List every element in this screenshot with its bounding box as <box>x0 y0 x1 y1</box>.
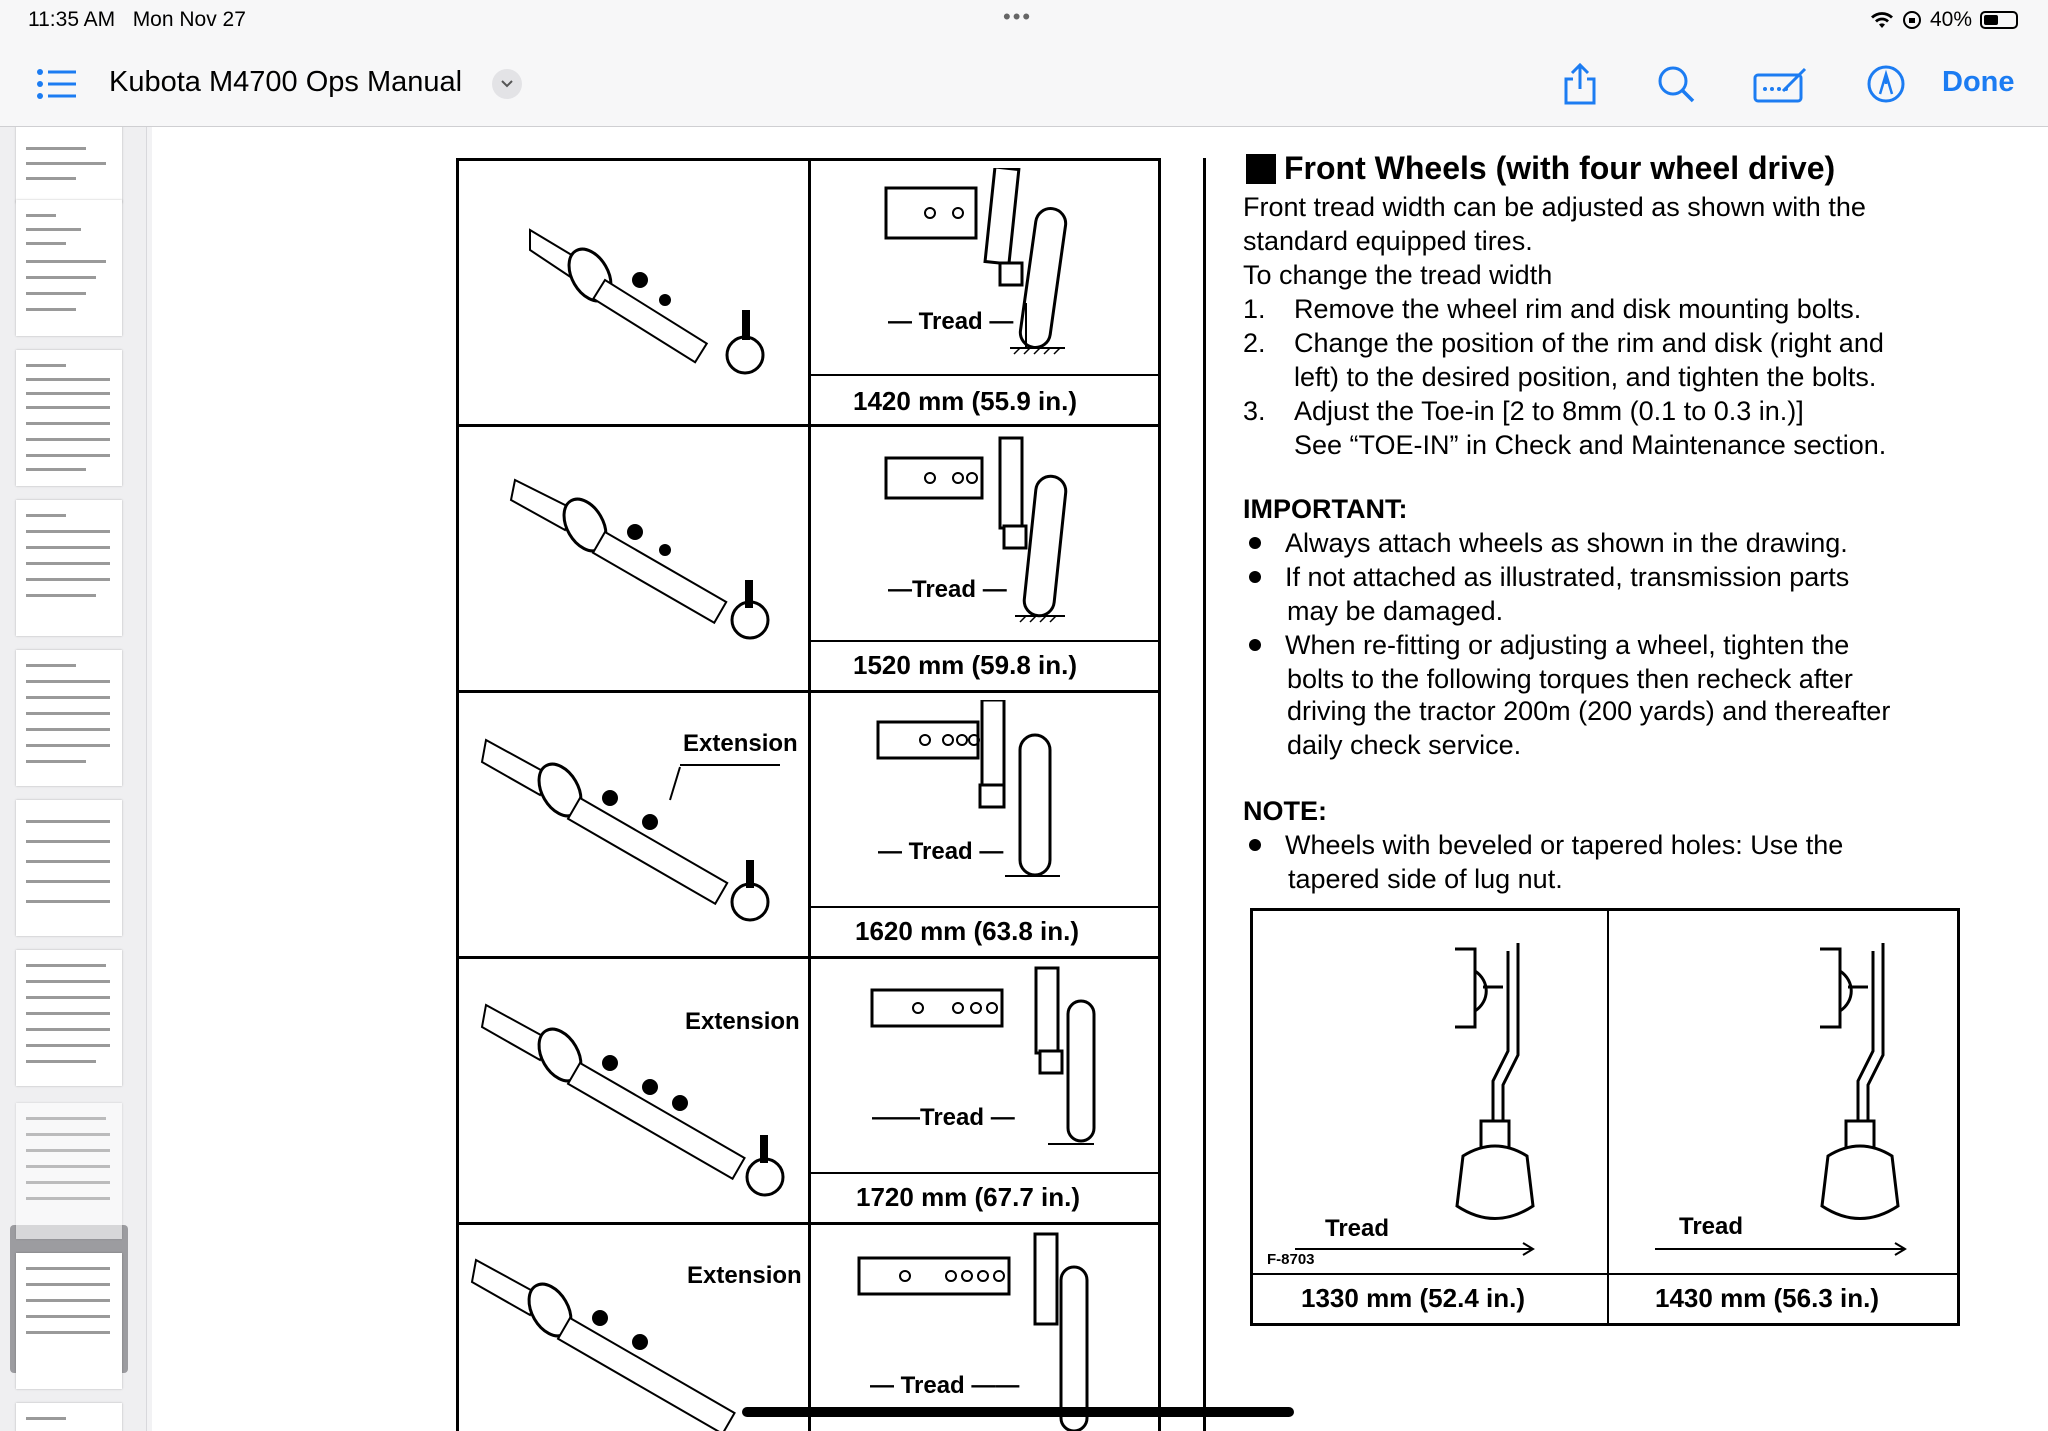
note-item: Wheels with beveled or tapered holes: Use the <box>1243 828 1843 862</box>
important-item-cont: bolts to the following torques then recheck after <box>1287 664 1853 694</box>
page-thumbnail[interactable] <box>16 950 122 1086</box>
done-button[interactable]: Done <box>1942 66 2015 98</box>
tie-rod-illustration <box>480 995 790 1205</box>
important-item-cont: driving the tractor 200m (200 yards) and thereafter <box>1287 696 1891 726</box>
tie-rod-illustration <box>505 470 785 650</box>
battery-icon <box>1980 11 2018 29</box>
step-text: left) to the desired position, and tighten the bolts. <box>1294 362 1877 392</box>
tread-dimension: 1520 mm (59.8 in.) <box>853 650 1077 680</box>
page-thumbnail[interactable] <box>16 127 122 203</box>
note-heading: NOTE: <box>1243 796 1327 826</box>
page-thumbnail[interactable] <box>16 800 122 936</box>
rear-tread-table <box>1250 908 1960 1326</box>
figure-code: F-8703 <box>1267 1251 1315 1268</box>
important-item: When re-fitting or adjusting a wheel, tighten the <box>1243 628 1849 662</box>
nav-bar <box>0 42 2048 127</box>
step-text: See “TOE-IN” in Check and Maintenance section. <box>1294 430 1887 460</box>
document-title[interactable]: Kubota M4700 Ops Manual <box>109 66 463 98</box>
heading-square-icon <box>1246 154 1276 184</box>
tread-dimension: 1330 mm (52.4 in.) <box>1301 1283 1525 1313</box>
status-right <box>1870 8 2018 32</box>
extension-label: Extension <box>687 1262 802 1289</box>
tread-label: ——Tread — <box>872 1104 1015 1131</box>
intro-text: standard equipped tires. <box>1243 226 1533 256</box>
step-number: 1. <box>1243 294 1266 324</box>
tread-label: Tread <box>1679 1213 1744 1240</box>
important-heading: IMPORTANT: <box>1243 494 1408 524</box>
tie-rod-illustration <box>520 210 780 390</box>
chevron-down-icon[interactable] <box>492 69 522 99</box>
tread-dimension: 1720 mm (67.7 in.) <box>856 1182 1080 1212</box>
note-item-cont: tapered side of lug nut. <box>1288 864 1563 894</box>
important-item-cont: daily check service. <box>1287 730 1522 760</box>
tread-arrow <box>1293 1241 1543 1257</box>
important-item-cont: may be damaged. <box>1287 596 1504 626</box>
page-thumbnail[interactable] <box>16 350 122 486</box>
tie-rod-illustration <box>470 1250 790 1431</box>
wheel-offset-illustration <box>870 700 1080 900</box>
extension-label: Extension <box>685 1008 800 1035</box>
step-text: Change the position of the rim and disk (right and <box>1294 328 1884 358</box>
status-bar <box>0 0 2048 42</box>
list-icon[interactable] <box>36 66 78 102</box>
multitask-dots[interactable]: ••• <box>1003 4 1033 29</box>
step-number: 3. <box>1243 396 1266 426</box>
tie-rod-illustration <box>480 730 780 940</box>
important-item: If not attached as illustrated, transmission parts <box>1243 560 1849 594</box>
status-time: 11:35 AM Mon Nov 27 <box>28 8 246 31</box>
extension-label: Extension <box>683 730 798 757</box>
rear-wheel-illustration <box>1808 931 1938 1221</box>
step-text: Remove the wheel rim and disk mounting bolts. <box>1294 294 1862 324</box>
home-indicator[interactable] <box>742 1407 1294 1417</box>
tread-dimension: 1430 mm (56.3 in.) <box>1655 1283 1879 1313</box>
page-thumbnail[interactable] <box>16 500 122 636</box>
wheel-offset-illustration <box>868 966 1098 1166</box>
page-thumbnail[interactable] <box>16 200 122 336</box>
search-icon[interactable] <box>1652 60 1700 108</box>
wheel-offset-illustration <box>855 1232 1095 1431</box>
important-item: Always attach wheels as shown in the drawing. <box>1243 526 1848 560</box>
intro-text: Front tread width can be adjusted as shown with the <box>1243 192 1866 222</box>
tread-label: — Tread — <box>888 308 1014 335</box>
tread-dimension: 1620 mm (63.8 in.) <box>855 916 1079 946</box>
column-divider <box>1203 158 1206 1431</box>
intro-text: To change the tread width <box>1243 260 1553 290</box>
page-thumbnail-current[interactable] <box>16 1103 122 1239</box>
tread-label: — Tread — <box>878 838 1004 865</box>
page-thumbnail[interactable] <box>16 1253 122 1389</box>
step-number: 2. <box>1243 328 1266 358</box>
orientation-lock-icon <box>1902 10 1922 30</box>
markup-icon[interactable] <box>1862 60 1910 108</box>
tread-label: —Tread — <box>888 576 1007 603</box>
step-text: Adjust the Toe-in [2 to 8mm (0.1 to 0.3 in.)] <box>1294 396 1804 426</box>
tread-label: Tread <box>1325 1215 1390 1242</box>
page-thumbnail[interactable] <box>16 1403 122 1431</box>
tread-dimension: 1420 mm (55.9 in.) <box>853 386 1077 416</box>
tread-arrow <box>1653 1241 1913 1257</box>
rear-wheel-illustration <box>1443 931 1573 1221</box>
page-thumbnail-sidebar[interactable] <box>0 127 147 1431</box>
annotate-icon[interactable] <box>1752 60 1810 108</box>
page-thumbnail[interactable] <box>16 650 122 786</box>
tread-label: — Tread —— <box>870 1372 1020 1399</box>
battery-percent: 40% <box>1929 8 1972 31</box>
share-icon[interactable] <box>1556 60 1604 108</box>
wifi-icon <box>1870 11 1894 29</box>
wheel-offset-illustration <box>880 168 1080 368</box>
wheel-offset-illustration <box>880 436 1080 636</box>
section-heading: Front Wheels (with four wheel drive) <box>1246 150 1835 187</box>
